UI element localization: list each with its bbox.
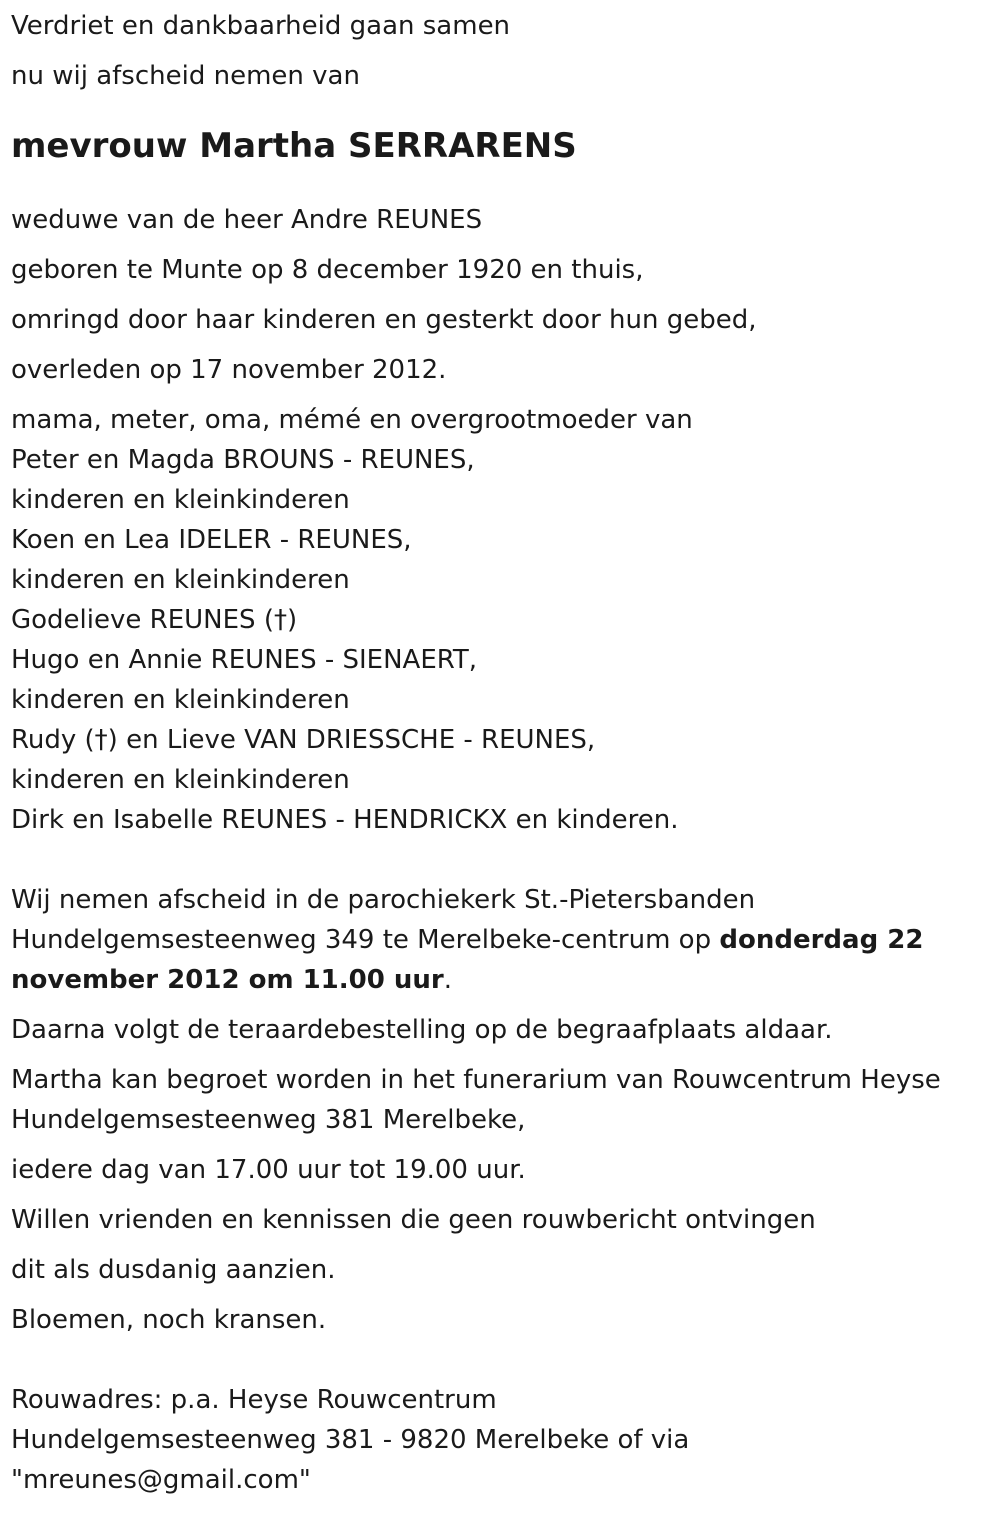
spacer [11, 840, 980, 880]
ceremony-line-2 [11, 920, 980, 960]
ceremony-location: Hundelgemsesteenweg 349 te Merelbeke-centrum op [11, 925, 720, 955]
visit-line-2: Hundelgemsesteenweg 381 Merelbeke, [11, 1105, 526, 1135]
family-line: Hugo en Annie REUNES - SIENAERT, [11, 645, 478, 675]
ceremony-line-1: Wij nemen afscheid in de parochiekerk St.-Pietersbanden [11, 885, 756, 915]
address-line-2: Hundelgemsesteenweg 381 - 9820 Merelbeke of via [11, 1425, 690, 1455]
detail-died: overleden op 17 november 2012. [11, 355, 447, 385]
family-line: Peter en Magda BROUNS - REUNES, [11, 445, 475, 475]
deceased-name: mevrouw Martha SERRARENS [11, 126, 577, 166]
closing-line-3: Bloemen, noch kransen. [11, 1305, 327, 1335]
ceremony-period: . [443, 965, 452, 995]
family-intro: mama, meter, oma, mémé en overgrootmoeder van [11, 405, 693, 435]
family-line: Godelieve REUNES (†) [11, 605, 298, 635]
address-email: "mreunes@gmail.com" [11, 1465, 311, 1495]
intro-line-2: nu wij afscheid nemen van [11, 61, 360, 91]
visit-line-3: iedere dag van 17.00 uur tot 19.00 uur. [11, 1155, 526, 1185]
intro-line-1: Verdriet en dankbaarheid gaan samen [11, 11, 511, 41]
family-line: kinderen en kleinkinderen [11, 685, 350, 715]
ceremony-line-3 [11, 960, 980, 1000]
ceremony-block [11, 880, 980, 1000]
family-line: Rudy (†) en Lieve VAN DRIESSCHE - REUNES, [11, 725, 596, 755]
family-line: kinderen en kleinkinderen [11, 485, 350, 515]
ceremony-date-time: november 2012 om 11.00 uur [11, 965, 444, 995]
detail-widow: weduwe van de heer Andre REUNES [11, 205, 483, 235]
detail-born: geboren te Munte op 8 december 1920 en thuis, [11, 255, 644, 285]
family-list [11, 440, 980, 840]
visit-line-1: Martha kan begroet worden in het funerarium van Rouwcentrum Heyse [11, 1065, 941, 1095]
burial-line: Daarna volgt de teraardebestelling op de begraafplaats aldaar. [11, 1015, 833, 1045]
detail-surrounded: omringd door haar kinderen en gesterkt door hun gebed, [11, 305, 757, 335]
spacer [11, 1340, 980, 1380]
address-line-1: Rouwadres: p.a. Heyse Rouwcentrum [11, 1385, 497, 1415]
family-line: kinderen en kleinkinderen [11, 765, 350, 795]
closing-line-2: dit als dusdanig aanzien. [11, 1255, 336, 1285]
ceremony-day: donderdag 22 [719, 925, 924, 955]
family-line: Dirk en Isabelle REUNES - HENDRICKX en kinderen. [11, 805, 679, 835]
closing-line-1: Willen vrienden en kennissen die geen rouwbericht ontvingen [11, 1205, 816, 1235]
family-line: Koen en Lea IDELER - REUNES, [11, 525, 412, 555]
family-line: kinderen en kleinkinderen [11, 565, 350, 595]
